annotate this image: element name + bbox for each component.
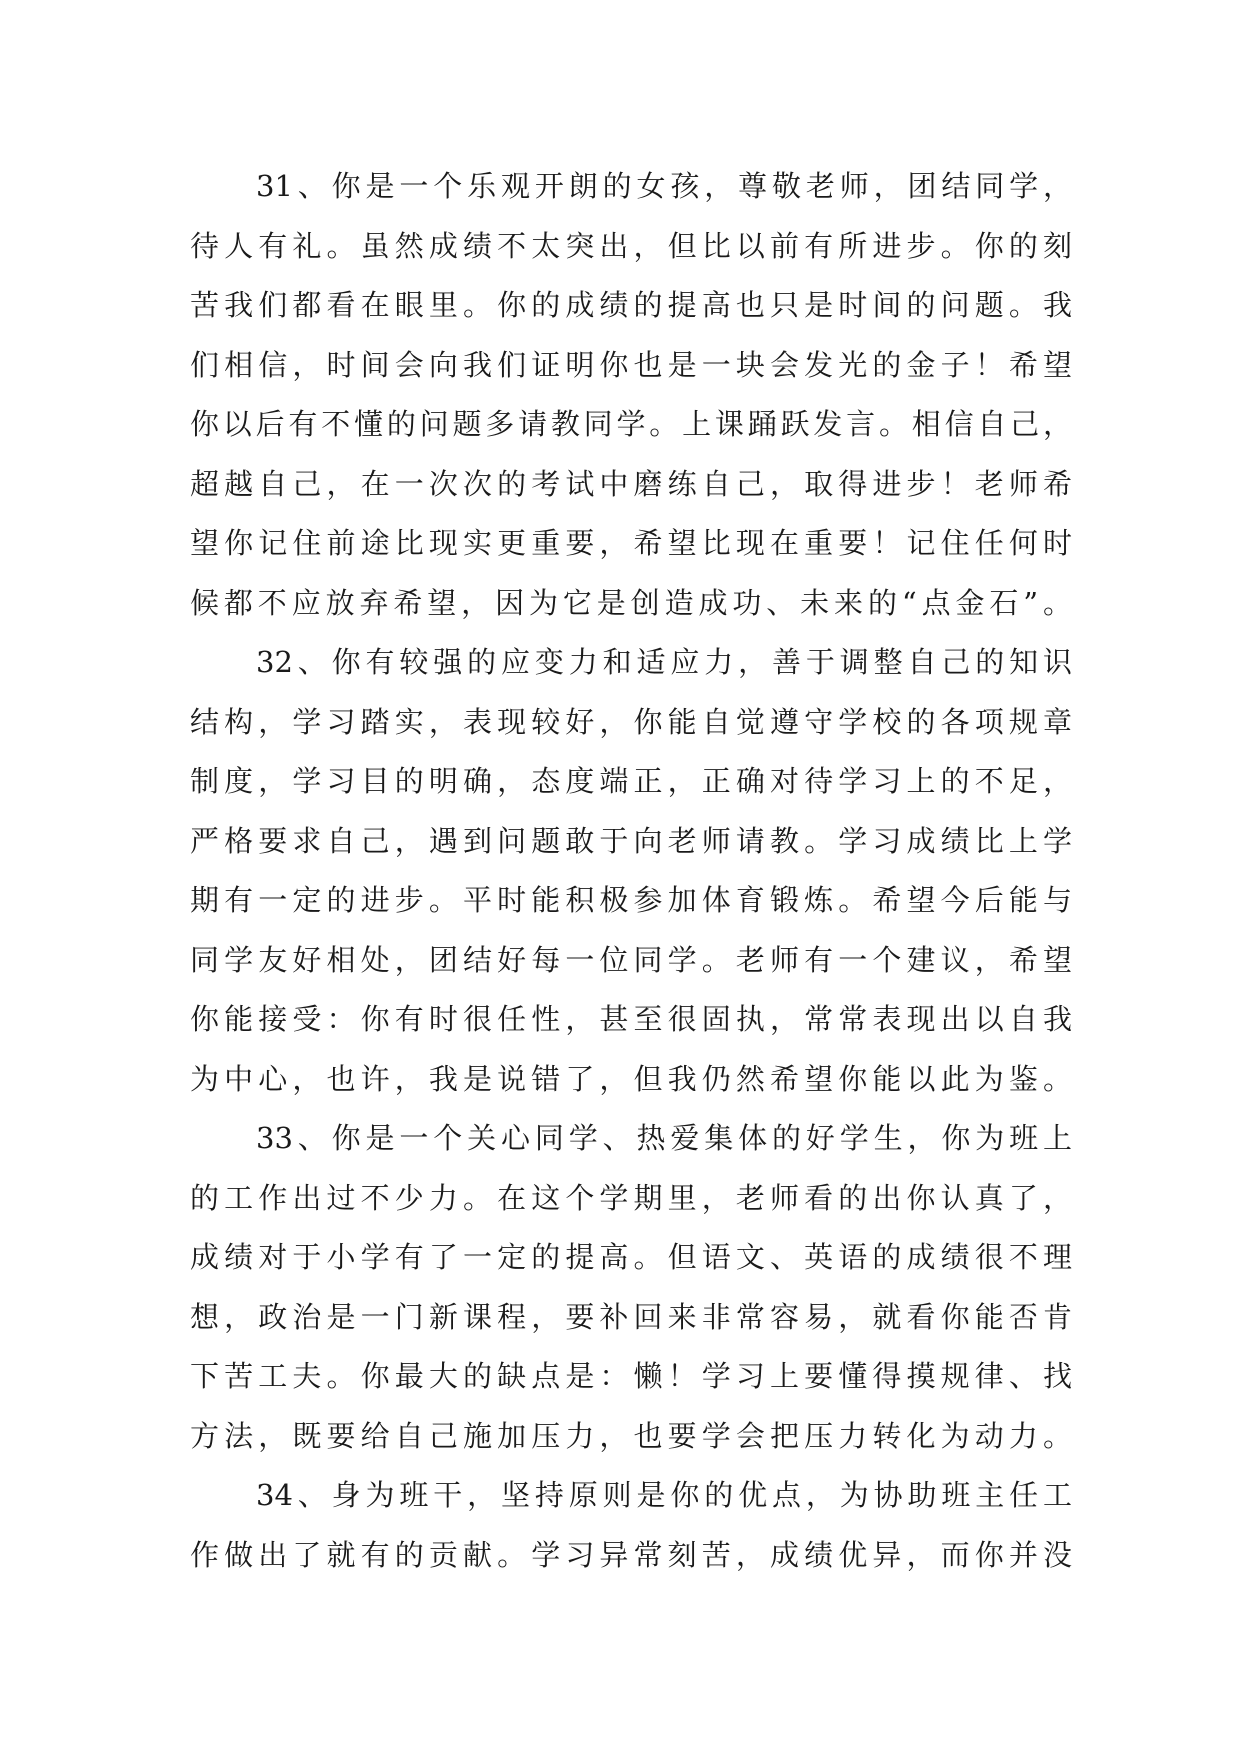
- document-page: [190, 157, 1072, 1585]
- paragraph-line: 下苦工夫。你最大的缺点是：懒！学习上要懂得摸规律、找: [190, 1359, 1072, 1393]
- paragraph-line: 32、你有较强的应变力和适应力，善于调整自己的知识: [256, 645, 1072, 679]
- paragraph-line: 待人有礼。虽然成绩不太突出，但比以前有所进步。你的刻: [190, 228, 1072, 263]
- paragraph-line: 方法，既要给自己施加压力，也要学会把压力转化为动力。: [190, 1418, 1072, 1453]
- paragraph-line: 候都不应放弃希望，因为它是创造成功、未来的“点金石”。: [190, 585, 1072, 620]
- paragraph-line: 结构，学习踏实，表现较好，你能自觉遵守学校的各项规章: [190, 704, 1072, 739]
- paragraph-line: 望你记住前途比现实更重要，希望比现在重要！记住任何时: [190, 526, 1072, 560]
- paragraph-line: 你以后有不懂的问题多请教同学。上课踊跃发言。相信自己，: [190, 407, 1072, 441]
- paragraph-line: 同学友好相处，团结好每一位同学。老师有一个建议，希望: [190, 942, 1072, 977]
- paragraph-line: 33、你是一个关心同学、热爱集体的好学生，你为班上: [256, 1121, 1072, 1155]
- paragraph-line: 为中心，也许，我是说错了，但我仍然希望你能以此为鉴。: [190, 1061, 1072, 1096]
- paragraph-line: 期有一定的进步。平时能积极参加体育锻炼。希望今后能与: [190, 883, 1072, 917]
- paragraph-33: [190, 1109, 1072, 1466]
- paragraph-32: [190, 633, 1072, 1109]
- paragraph-line: 制度，学习目的明确，态度端正，正确对待学习上的不足，: [190, 764, 1072, 798]
- paragraph-line: 严格要求自己，遇到问题敢于向老师请教。学习成绩比上学: [190, 823, 1072, 858]
- paragraph-line: 超越自己，在一次次的考试中磨练自己，取得进步！老师希: [190, 466, 1072, 501]
- paragraph-line: 们相信，时间会向我们证明你也是一块会发光的金子！希望: [190, 347, 1072, 382]
- paragraph-line: 苦我们都看在眼里。你的成绩的提高也只是时间的问题。我: [190, 288, 1072, 322]
- paragraph-line: 成绩对于小学有了一定的提高。但语文、英语的成绩很不理: [190, 1240, 1072, 1274]
- paragraph-line: 34、身为班干，坚持原则是你的优点，为协助班主任工: [256, 1478, 1072, 1512]
- paragraph-34: [190, 1466, 1072, 1585]
- paragraph-line: 作做出了就有的贡献。学习异常刻苦，成绩优异，而你并没: [190, 1537, 1072, 1572]
- paragraph-line: 你能接受：你有时很任性，甚至很固执，常常表现出以自我: [190, 1002, 1072, 1036]
- paragraph-line: 想，政治是一门新课程，要补回来非常容易，就看你能否肯: [190, 1299, 1072, 1334]
- paragraph-line: 的工作出过不少力。在这个学期里，老师看的出你认真了，: [190, 1180, 1072, 1215]
- paragraph-line: 31、你是一个乐观开朗的女孩，尊敬老师，团结同学，: [256, 169, 1072, 203]
- paragraph-31: [190, 157, 1072, 633]
